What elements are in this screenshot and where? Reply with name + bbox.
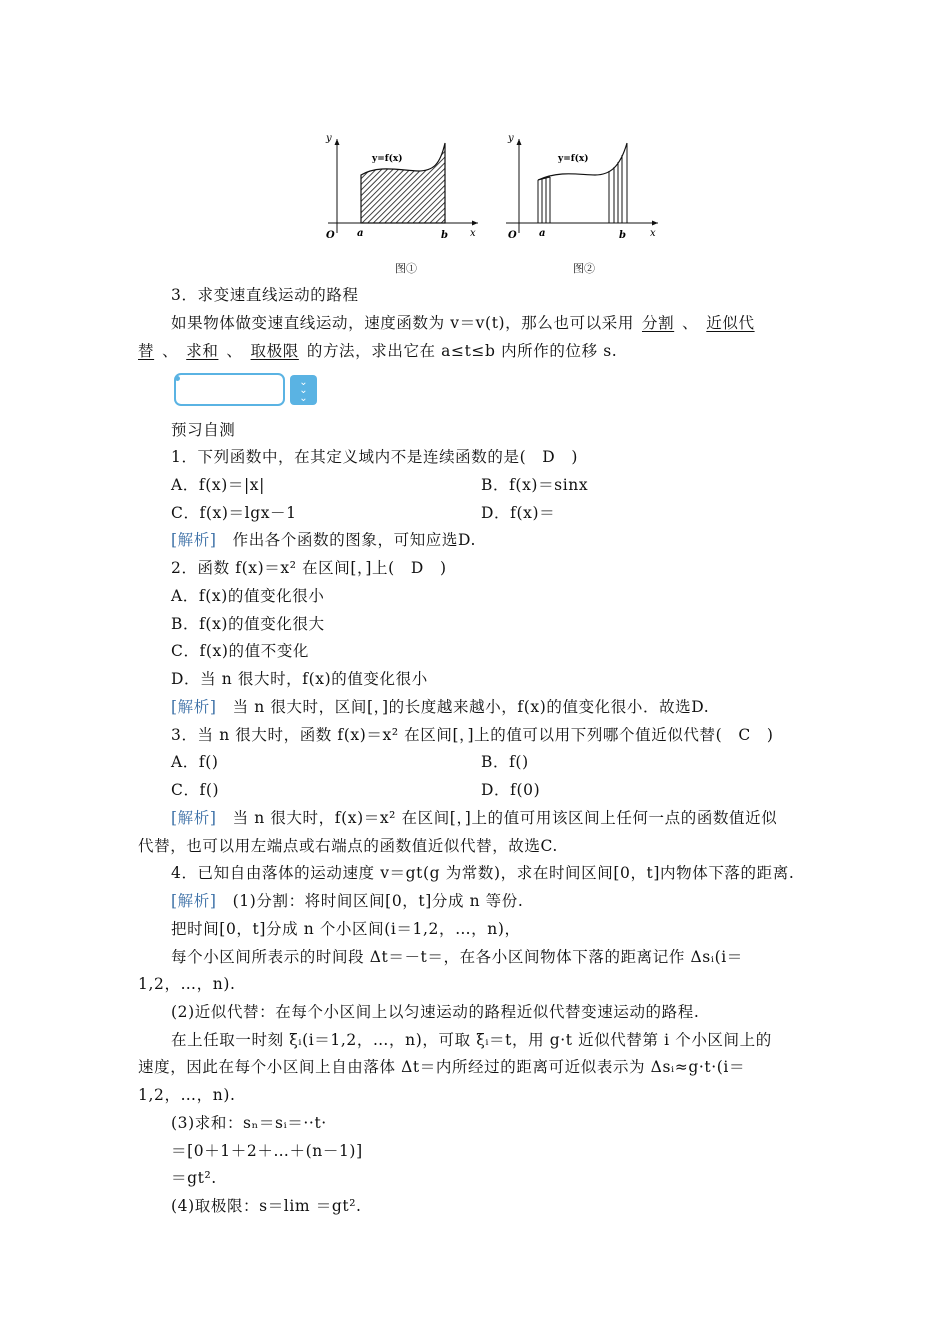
q4-step4: (4)取极限：s＝lim ＝gt². bbox=[171, 1197, 362, 1215]
q2-d: D．当 n 很大时，f(x)的值变化很小 bbox=[171, 670, 428, 688]
q2-b: B．f(x)的值变化很大 bbox=[171, 615, 325, 633]
blank-2-cont: 替 bbox=[138, 342, 155, 360]
section-paragraph-line1: 如果物体做变速直线运动，速度函数为 v＝v(t)，那么也可以采用 分割 、 近似代 bbox=[171, 313, 763, 333]
q4-line3: 每个小区间所表示的时间段 Δt＝－t＝，在各小区间物体下落的距离记作 Δsᵢ(i＝ bbox=[171, 948, 743, 966]
q4-line7: 速度，因此在每个小区间上自由落体 Δt＝内所经过的距离可近似表示为 Δsᵢ≈g·t·(i＝ bbox=[138, 1058, 746, 1076]
svg-text:x: x bbox=[470, 228, 476, 239]
q1-a: A．f(x)＝|x| bbox=[171, 476, 265, 494]
section-badge bbox=[174, 373, 285, 406]
figure-1-caption: 图① bbox=[395, 262, 417, 275]
q3-a: A．f() bbox=[171, 753, 219, 771]
section-heading: 3．求变速直线运动的路程 bbox=[171, 286, 359, 304]
q3: 3．当 n 很大时，函数 f(x)＝x² 在区间[，]上的值可以用下列哪个值近似代替( C ) bbox=[171, 726, 774, 744]
q4-sum-result: ＝gt². bbox=[171, 1169, 217, 1187]
svg-text:a: a bbox=[539, 228, 546, 239]
q4-line6: 在上任取一时刻 ξᵢ(i＝1,2，…，n)，可取 ξᵢ＝t，用 g·t 近似代替第 i 个小区间上的 bbox=[171, 1031, 772, 1049]
svg-text:y=f(x): y=f(x) bbox=[558, 154, 589, 164]
q4-line8: 1,2，…，n). bbox=[138, 1086, 236, 1104]
q2-a: A．f(x)的值变化很小 bbox=[171, 587, 325, 605]
svg-text:y: y bbox=[508, 133, 514, 144]
section-paragraph-line2: 替 、 求和 、 取极限 的方法，求出它在 a≤t≤b 内所作的位移 s. bbox=[138, 342, 618, 360]
q3-explanation-cont: 代替，也可以用左端点或右端点的函数值近似代替，故选C. bbox=[138, 837, 558, 855]
q2: 2．函数 f(x)＝x² 在区间[，]上( D ) bbox=[171, 559, 447, 577]
blank-3: 求和 bbox=[186, 342, 219, 360]
q4-step2: (2)近似代替：在每个小区间上以匀速运动的路程近似代替变速运动的路程. bbox=[171, 1003, 700, 1021]
blank-2: 近似代 bbox=[706, 314, 755, 332]
q2-explanation: [解析] 当 n 很大时，区间[，]的长度越来越小，f(x)的值变化很小．故选D. bbox=[171, 698, 710, 716]
svg-text:x: x bbox=[650, 228, 656, 239]
q3-b: B．f() bbox=[481, 753, 529, 771]
q2-c: C．f(x)的值不变化 bbox=[171, 642, 310, 660]
q3-c: C．f() bbox=[171, 781, 220, 799]
q3-d: D．f(0) bbox=[481, 781, 541, 799]
q4-line4: 1,2，…，n). bbox=[138, 975, 236, 993]
preview-title: 预习自测 bbox=[171, 421, 236, 439]
svg-text:b: b bbox=[441, 230, 448, 241]
blank-1: 分割 bbox=[641, 314, 675, 332]
q4-step1: [解析] (1)分割：将时间区间[0，t]分成 n 等份. bbox=[171, 892, 524, 910]
svg-text:b: b bbox=[619, 230, 626, 241]
svg-text:O: O bbox=[508, 230, 517, 241]
q1-b: B．f(x)＝sinx bbox=[481, 476, 589, 494]
q1-explanation: [解析] 作出各个函数的图象，可知应选D. bbox=[171, 531, 477, 549]
q3-explanation: [解析] 当 n 很大时，f(x)＝x² 在区间[，]上的值可用该区间上任何一点的函数值近似 bbox=[171, 809, 778, 827]
q1: 1．下列函数中，在其定义域内不是连续函数的是( D ) bbox=[171, 448, 579, 466]
chevron-down-icon: ⌄ ⌄ ⌄ bbox=[290, 375, 317, 405]
figure-2 bbox=[500, 125, 670, 245]
svg-text:O: O bbox=[326, 230, 335, 241]
svg-text:a: a bbox=[357, 228, 364, 239]
q1-c: C．f(x)＝lgx－1 bbox=[171, 504, 297, 522]
q4-sum-line: ＝[0＋1＋2＋…＋(n－1)] bbox=[171, 1142, 363, 1160]
q4: 4．已知自由落体的运动速度 v＝gt(g 为常数)，求在时间区间[0，t]内物体下落的距离. bbox=[171, 864, 795, 882]
q4-step3: (3)求和：sₙ＝sᵢ＝··t· bbox=[171, 1114, 327, 1132]
figure-1 bbox=[318, 125, 488, 245]
q4-line2: 把时间[0，t]分成 n 个小区间(i＝1,2，…，n)， bbox=[171, 920, 521, 938]
blank-4: 取极限 bbox=[250, 342, 299, 360]
figure-2-caption: 图② bbox=[573, 262, 595, 275]
svg-text:y=f(x): y=f(x) bbox=[372, 154, 403, 164]
svg-text:y: y bbox=[326, 133, 332, 144]
q1-d: D．f(x)＝ bbox=[481, 504, 556, 522]
